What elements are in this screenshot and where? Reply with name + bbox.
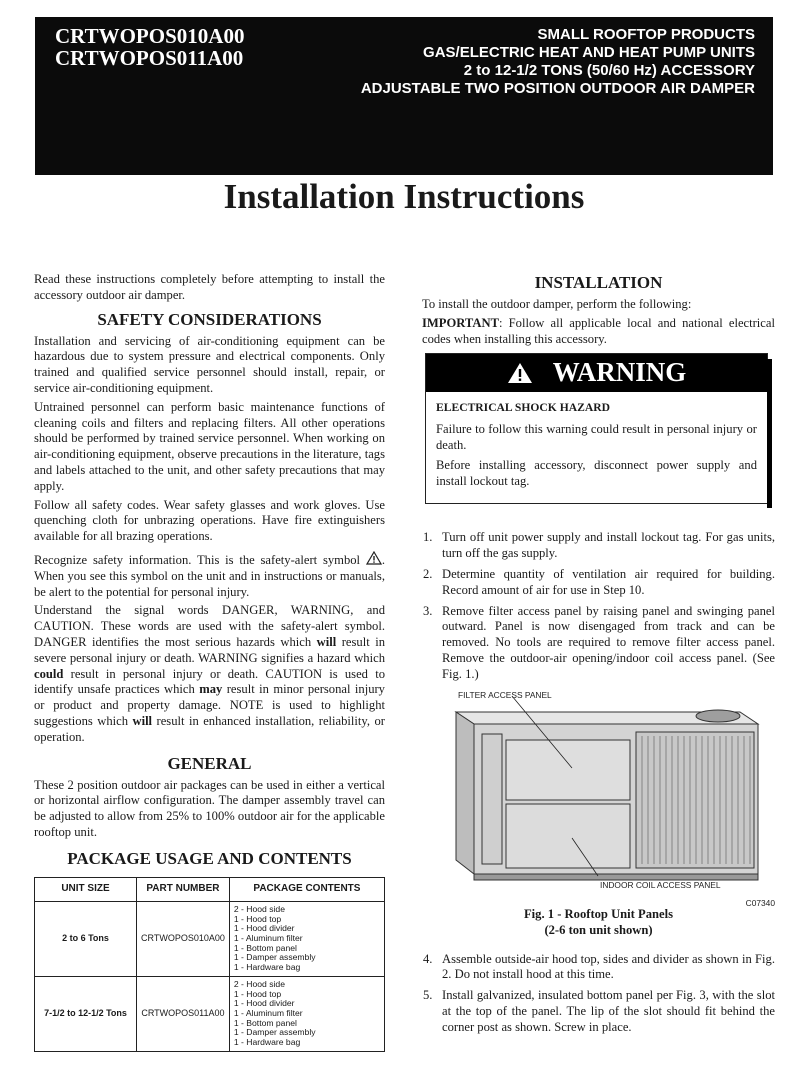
warning-body	[426, 392, 767, 503]
text-fragment: result in minor personal injury or product and property damage. NOTE is used to highlight suggestions which	[34, 682, 385, 728]
emphasis: will	[132, 713, 153, 728]
part-number-cell: CRTWOPOS011A00	[137, 976, 230, 1051]
product-line: ADJUSTABLE TWO POSITION OUTDOOR AIR DAMPER	[360, 80, 755, 97]
important-paragraph	[422, 316, 775, 348]
warning-paragraph: Failure to follow this warning could result in personal injury or death.	[436, 422, 757, 452]
step-text: Assemble outside-air hood top, sides and divider as shown in Fig. 2. Do not install hood at this time.	[442, 951, 775, 982]
content-item: 1 - Bottom panel	[233, 1017, 297, 1028]
hazard-title: ELECTRICAL SHOCK HAZARD	[436, 401, 610, 415]
filter-access-panel-label: FILTER ACCESS PANEL	[458, 689, 552, 700]
signal-words-paragraph	[34, 603, 385, 745]
step-number: 3.	[423, 603, 433, 618]
product-line: 2 to 12-1/2 TONS (50/60 Hz) ACCESSORY	[463, 62, 755, 79]
contents-cell	[229, 976, 384, 1051]
warning-header	[426, 354, 767, 392]
column-header: UNIT SIZE	[35, 877, 137, 901]
content-item: 1 - Aluminum filter	[233, 1007, 303, 1018]
left-column	[34, 272, 385, 1052]
product-line: GAS/ELECTRIC HEAT AND HEAT PUMP UNITS	[423, 44, 755, 61]
content-item: 1 - Damper assembly	[233, 1027, 316, 1038]
content-item: 2 - Hood side	[233, 904, 285, 915]
content-item: 1 - Aluminum filter	[233, 932, 303, 943]
safety-heading: SAFETY CONSIDERATIONS	[97, 309, 322, 329]
general-paragraph: These 2 position outdoor air packages can be used in either a vertical or horizontal airflow configuration. The damper assembly travel can be adjusted to allow from 25% to 100% outdoor air for the applicable rooftop unit.	[34, 777, 385, 839]
emphasis: will	[316, 634, 337, 649]
important-label: IMPORTANT	[422, 315, 499, 330]
right-column	[422, 272, 775, 1041]
installation-heading: INSTALLATION	[534, 273, 663, 292]
package-table	[34, 877, 385, 1052]
model-code: CRTWOPOS011A00	[55, 46, 244, 70]
content-item: 1 - Hardware bag	[233, 1036, 301, 1047]
step-text: Install galvanized, insulated bottom panel per Fig. 3, with the slot at the top of the panel. The lip of the slot should fit behind the corner post as shown. Screw in place.	[442, 988, 775, 1034]
content-item: 1 - Hood divider	[233, 998, 295, 1009]
list-item	[422, 604, 775, 683]
warning-title: WARNING	[552, 357, 687, 388]
contents-cell	[229, 901, 384, 976]
figure-code: C07340	[745, 897, 775, 908]
model-code: CRTWOPOS010A00	[55, 24, 245, 48]
content-item: 1 - Hood top	[233, 988, 282, 999]
warning-triangle-icon	[507, 362, 533, 384]
install-intro: To install the outdoor damper, perform the following:	[422, 297, 692, 311]
document-title: Installation Instructions	[223, 177, 585, 216]
text-fragment: Understand the signal words DANGER, WARNING, and CAUTION. These words are used with the safety-alert symbol. DANGER identifies the most serious hazards which	[34, 603, 385, 649]
list-item	[422, 988, 775, 1035]
content-item: 1 - Damper assembly	[233, 952, 316, 963]
unit-size-cell: 2 to 6 Tons	[35, 901, 137, 976]
header-band	[35, 17, 773, 175]
text-fragment: result in personal injury or death. CAUTION is used to identify unsafe practices which	[34, 666, 385, 697]
rooftop-unit-figure	[422, 688, 775, 906]
warning-paragraph: Before installing accessory, disconnect power supply and install lockout tag.	[436, 457, 757, 488]
step-number: 5.	[423, 988, 433, 1003]
content-item: 2 - Hood side	[233, 979, 285, 990]
column-header: PART NUMBER	[137, 877, 230, 901]
list-item	[422, 952, 775, 984]
step-number: 4.	[423, 951, 433, 966]
content-item: 1 - Hardware bag	[233, 961, 301, 972]
emphasis: may	[199, 682, 223, 697]
safety-alert-paragraph	[34, 551, 385, 600]
product-lines	[361, 26, 755, 98]
figure-caption-line: Fig. 1 - Rooftop Unit Panels	[523, 906, 674, 921]
table-row	[35, 976, 385, 1051]
text-fragment: . When you see this symbol on the unit and in instructions or manuals, be alert to the potential for personal injury.	[34, 552, 385, 599]
safety-paragraph: Follow all safety codes. Wear safety glasses and work gloves. Use quenching cloth for unbrazing operations. Have fire extinguishers available for all brazing operations.	[34, 497, 385, 544]
steps-list	[422, 952, 775, 1036]
step-text: Remove filter access panel by raising panel and swinging panel outward. Panel is now disengaged from track and can be removed. No tools are required to remove filter access panel. Remove the outdoor-air opening/indoor coil access panel. (See Fig. 1.)	[442, 603, 775, 681]
product-line: SMALL ROOFTOP PRODUCTS	[537, 26, 755, 43]
content-item: 1 - Hood top	[233, 913, 282, 924]
text-fragment: result in severe personal injury or death. WARNING signifies a hazard which	[34, 634, 385, 665]
safety-paragraph: Untrained personnel can perform basic maintenance functions of cleaning coils and filters and replacing filters. All other operations should be performed by trained service personnel. When working on air-conditioning equipment, observe precautions in the literature, tags and labels attached to the unit, and other safety precautions that may apply.	[34, 399, 385, 493]
figure-caption	[422, 906, 775, 938]
step-text: Turn off unit power supply and install lockout tag. For gas units, turn off the gas supply.	[442, 530, 775, 561]
text-fragment: result in enhanced installation, reliability, or operation.	[34, 713, 385, 744]
figure-caption-line: (2-6 ton unit shown)	[544, 922, 653, 937]
warning-box	[425, 353, 768, 504]
warning-shadow	[767, 359, 772, 508]
steps-list	[422, 530, 775, 682]
unit-size-cell: 7-1/2 to 12-1/2 Tons	[35, 976, 137, 1051]
rooftop-unit-drawing	[422, 688, 775, 906]
step-number: 1.	[423, 530, 433, 545]
content-item: 1 - Hood divider	[233, 923, 295, 934]
part-number-cell: CRTWOPOS010A00	[137, 901, 230, 976]
text-fragment: Recognize safety information. This is the safety-alert symbol	[34, 552, 361, 567]
column-header: PACKAGE CONTENTS	[229, 877, 384, 901]
text-fragment: : Follow all applicable local and national electrical codes when installing this accessory.	[422, 315, 775, 346]
safety-paragraph: Installation and servicing of air-conditioning equipment can be hazardous due to system pressure and electrical components. Only trained and qualified service personnel should install, repair, or service air-conditioning equipment.	[34, 333, 385, 395]
safety-alert-icon	[366, 551, 382, 565]
indoor-coil-panel-label: INDOOR COIL ACCESS PANEL	[600, 879, 721, 890]
step-text: Determine quantity of ventilation air required for building. Record amount of air for use in Step 10.	[442, 566, 775, 597]
step-number: 2.	[423, 566, 433, 581]
package-heading: PACKAGE USAGE AND CONTENTS	[67, 848, 352, 868]
intro-paragraph: Read these instructions completely before attempting to install the accessory outdoor air damper.	[34, 272, 385, 302]
list-item	[422, 567, 775, 599]
table-row	[35, 901, 385, 976]
list-item	[422, 530, 775, 562]
table-header-row	[35, 877, 385, 901]
emphasis: could	[34, 666, 64, 681]
content-item: 1 - Bottom panel	[233, 942, 297, 953]
model-codes	[55, 25, 244, 69]
general-heading: GENERAL	[167, 753, 252, 773]
